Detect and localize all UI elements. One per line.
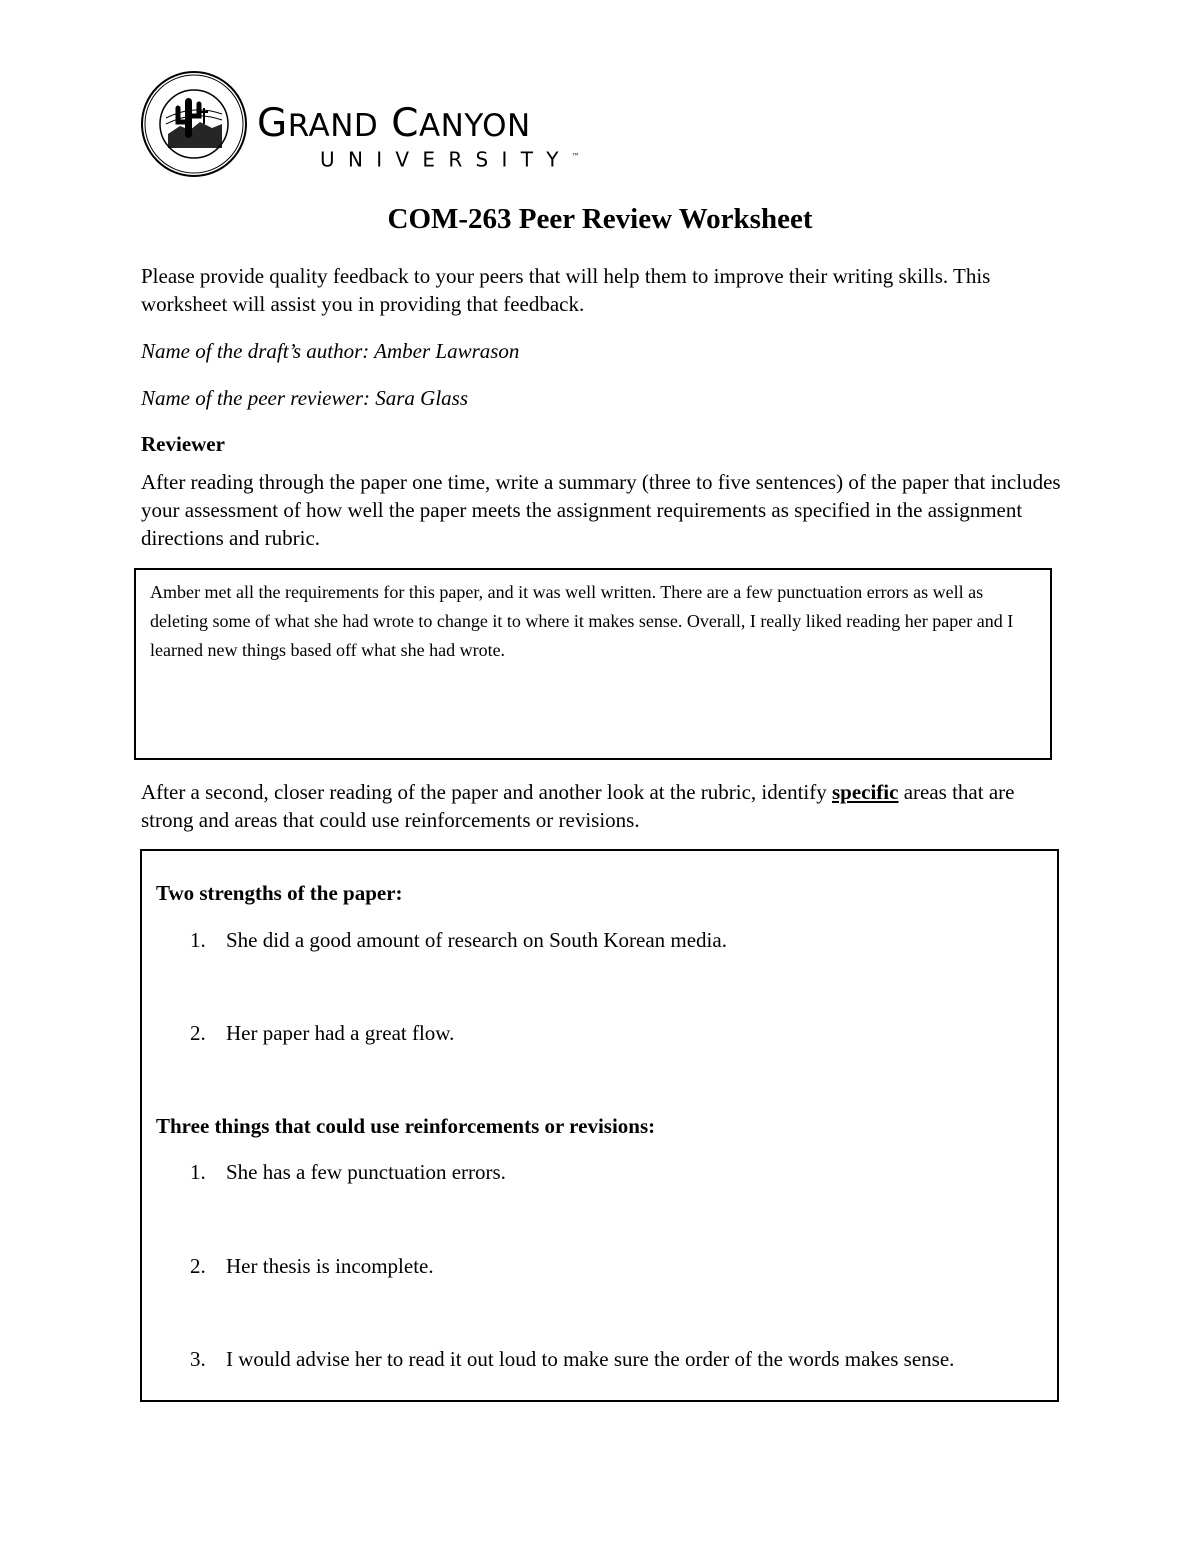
revisions-heading: Three things that could use reinforcements or revisions: <box>156 1114 656 1138</box>
list-item: 2. Her paper had a great flow. <box>190 1021 455 1045</box>
logo-wordmark-line2: UNIVERSITY™ <box>320 147 580 172</box>
university-logo <box>140 70 620 178</box>
strengths-heading: Two strengths of the paper: <box>156 881 403 905</box>
summary-answer-text: Amber met all the requirements for this paper, and it was well written. There are a few punctuation errors as well as deleting some of what she had wrote to change it to where it makes sense. Overall, I really liked reading her paper and I learned new things based off what she had wrote. <box>150 582 1014 660</box>
university-seal-icon <box>140 70 248 178</box>
logo-wordmark <box>257 101 580 172</box>
emphasis-specific: specific <box>831 780 899 804</box>
list-item: 1. She has a few punctuation errors. <box>190 1160 506 1184</box>
intro-paragraph: Please provide quality feedback to your peers that will help them to improve their writing skills. This worksheet will assist you in providing that feedback. <box>141 264 991 316</box>
author-line: Name of the draft’s author: Amber Lawrason <box>141 339 520 363</box>
feedback-box[interactable] <box>140 849 1059 1402</box>
section-heading: Reviewer <box>141 432 225 456</box>
list-item: 3. I would advise her to read it out loud to make sure the order of the words makes sense. <box>190 1347 955 1371</box>
page-title: COM-263 Peer Review Worksheet <box>387 203 813 235</box>
list-item: 2. Her thesis is incomplete. <box>190 1254 434 1278</box>
summary-prompt: After reading through the paper one time, write a summary (three to five sentences) of the paper that includes your assessment of how well the paper meets the assignment requirements as specified in the assignment directions and rubric. <box>141 470 1061 550</box>
second-reading-prompt: After a second, closer reading of the paper and another look at the rubric, identify specific areas that are strong and areas that could use reinforcements or revisions. <box>141 780 1015 832</box>
list-item: 1. She did a good amount of research on South Korean media. <box>190 928 727 952</box>
summary-answer-box[interactable] <box>134 568 1052 760</box>
reviewer-line: Name of the peer reviewer: Sara Glass <box>141 386 468 410</box>
logo-wordmark-line1: GRAND CANYON <box>257 101 531 146</box>
